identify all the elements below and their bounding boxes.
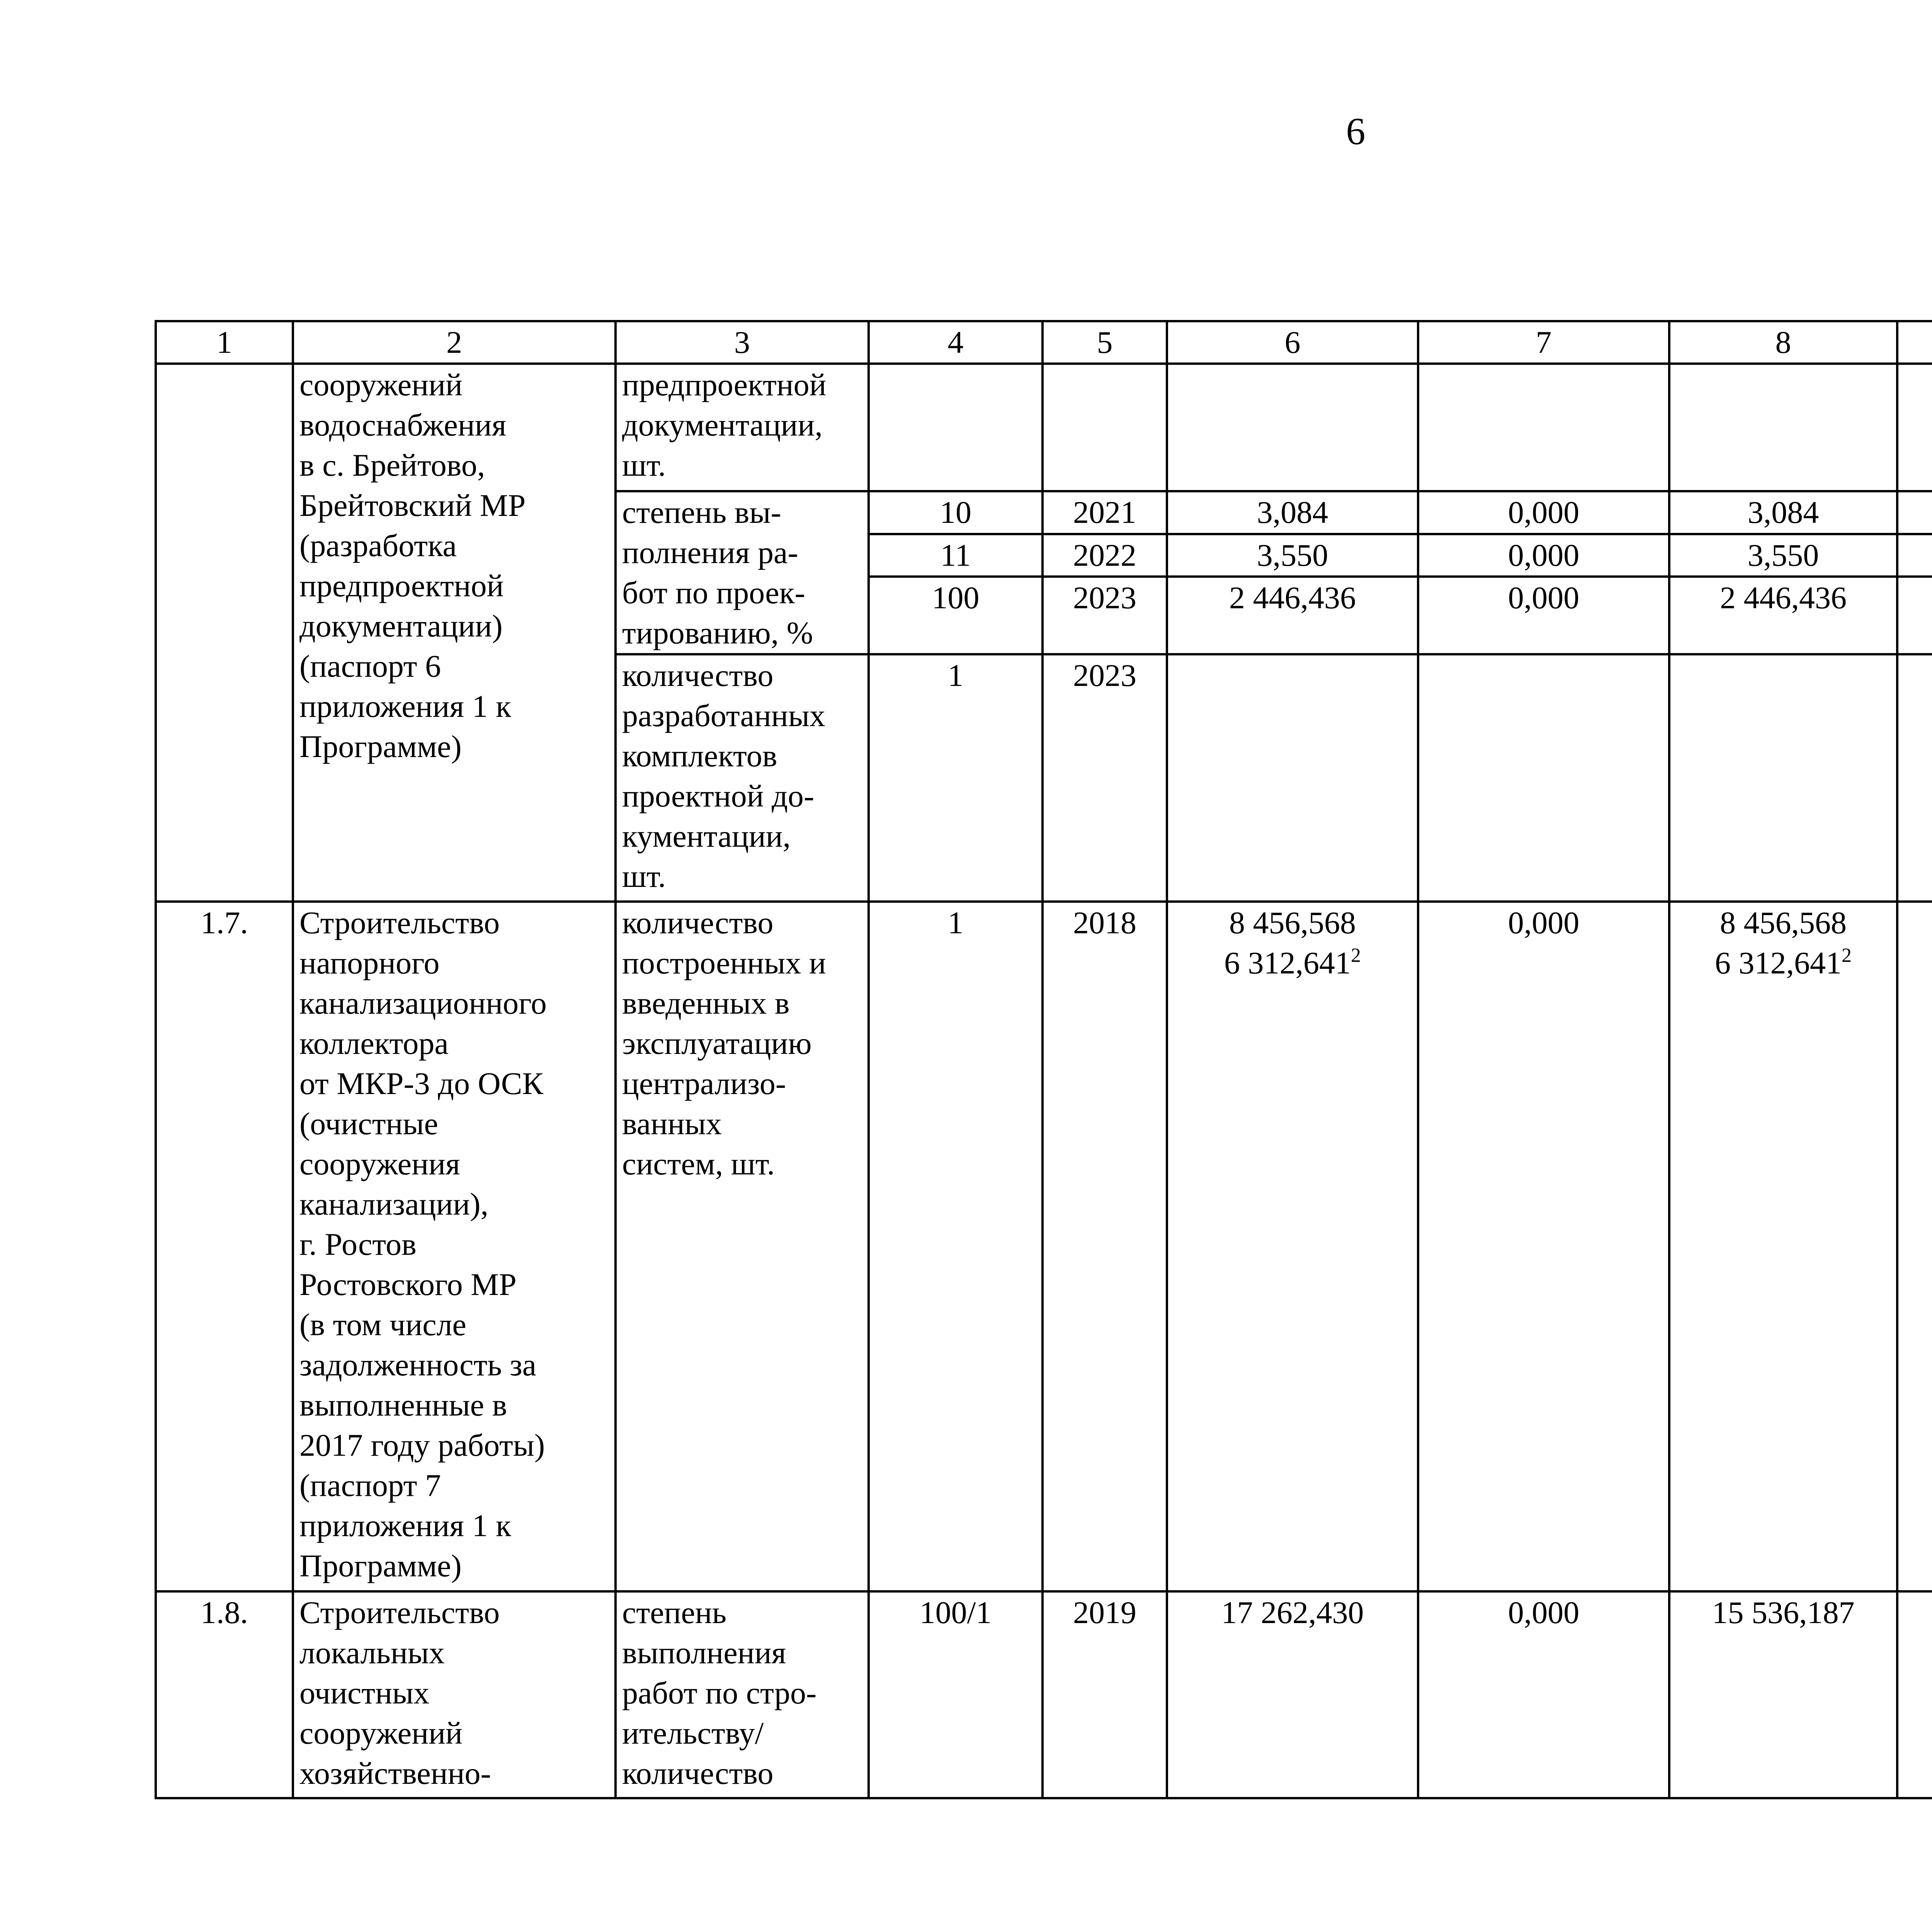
regional-cell: 15 536,187	[1669, 1591, 1897, 1798]
target-value-cell: 100	[869, 577, 1043, 654]
total-cell: 17 262,430	[1167, 1591, 1418, 1798]
target-value-cell: 11	[869, 534, 1043, 577]
header-cell-1: 1	[156, 321, 293, 364]
target-value-cell: 10	[869, 491, 1043, 534]
indicator-cell: количество построенных и введенных в эксплуатацию централизо- ванных систем, шт.	[616, 902, 869, 1591]
table-row	[156, 364, 1932, 491]
total-cell: 8 456,568 6 312,641$^2$	[1167, 902, 1418, 1591]
regional-cell: 8 456,568 6 312,641$^2$	[1669, 902, 1897, 1591]
total-cell: 3,084	[1167, 491, 1418, 534]
regional-cell: 3,550	[1669, 534, 1897, 577]
header-cell-8: 8	[1669, 321, 1897, 364]
header-cell-5: 5	[1043, 321, 1167, 364]
header-cell-6: 6	[1167, 321, 1418, 364]
federal-cell: 0,000	[1418, 902, 1669, 1591]
local-cell	[1897, 1591, 1932, 1798]
footnote-marker: 2	[1351, 944, 1361, 967]
regional-cell: 2 446,436	[1669, 577, 1897, 654]
local-cell	[1897, 902, 1932, 1591]
total-cell: 2 446,436	[1167, 577, 1418, 654]
year-cell: 2023	[1043, 577, 1167, 654]
target-value-cell: 1	[869, 902, 1043, 1591]
federal-cell: 0,000	[1418, 491, 1669, 534]
header-cell-2: 2	[293, 321, 616, 364]
indicator-cell: степень вы- полнения ра- бот по проек- тированию, %	[616, 491, 869, 654]
measure-name-cell: сооружений водоснабжения в с. Брейтово, Брейтовский МР (разработка предпроектной документации) (паспорт 6 приложения 1 к Программе)	[293, 364, 616, 902]
year-cell: 2021	[1043, 491, 1167, 534]
federal-cell: 0,000	[1418, 1591, 1669, 1798]
total-cell: 3,550	[1167, 534, 1418, 577]
header-cell-7: 7	[1418, 321, 1669, 364]
local-cell	[1897, 577, 1932, 654]
year-cell: 2018	[1043, 902, 1167, 1591]
footnote-marker: 2	[1842, 944, 1852, 967]
table-row	[156, 902, 1932, 1591]
regional-cell: 3,084	[1669, 491, 1897, 534]
target-value-cell: 1	[869, 654, 1043, 902]
measure-name-cell: Строительство локальных очистных сооружений хозяйственно-	[293, 1591, 616, 1798]
table-row	[156, 1591, 1932, 1798]
target-value-cell: 100/1	[869, 1591, 1043, 1798]
federal-cell: 0,000	[1418, 577, 1669, 654]
local-cell	[1897, 491, 1932, 534]
header-cell-3: 3	[616, 321, 869, 364]
column-number-row	[156, 321, 1932, 364]
measure-name-cell: Строительство напорного канализационного коллектора от МКР-3 до ОСК (очистные сооружения канализации), г. Ростов Ростовского МР (в том числе задолженность за выполненные в 2017 году работы) (паспорт 7 приложения 1 к Программе)	[293, 902, 616, 1591]
year-cell: 2023	[1043, 654, 1167, 902]
header-cell-4: 4	[869, 321, 1043, 364]
row-number-cell: 1.8.	[156, 1591, 293, 1798]
header-cell-9	[1897, 321, 1932, 364]
year-cell: 2022	[1043, 534, 1167, 577]
row-number-cell	[156, 364, 293, 902]
indicator-cell: количество разработанных комплектов проектной до- кументации, шт.	[616, 654, 869, 902]
local-cell	[1897, 534, 1932, 577]
federal-cell: 0,000	[1418, 534, 1669, 577]
year-cell: 2019	[1043, 1591, 1167, 1798]
indicator-cell: степень выполнения работ по стро- ительству/ количество	[616, 1591, 869, 1798]
page-number: 6	[1346, 110, 1366, 153]
program-table	[155, 320, 1932, 1799]
row-number-cell: 1.7.	[156, 902, 293, 1591]
indicator-cell: предпроектной документации, шт.	[616, 364, 869, 491]
